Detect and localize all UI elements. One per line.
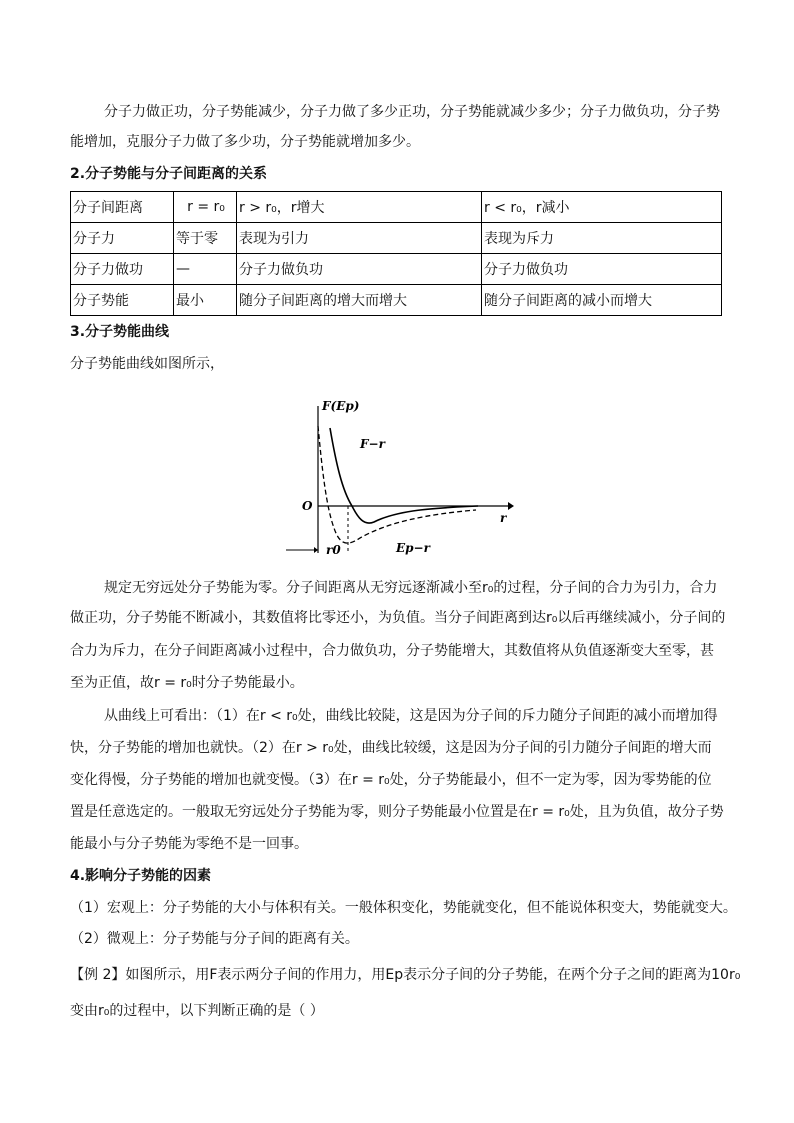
example-line-2: 变由r₀的过程中，以下判断正确的是（ ） [70, 1003, 324, 1019]
intro-line-2: 能增加，克服分子力做了多少功，分子势能就增加多少。 [70, 134, 420, 150]
y-axis-label: F(Ep) [322, 399, 360, 413]
para2-line-4: 置是任意选定的。一般取无穷远处分子势能为零，则分子势能最小位置是在r = r₀处，且为负值，故分子势 [70, 804, 724, 820]
relation-table [70, 191, 722, 316]
para1-line-1: 规定无穷远处分子势能为零。分子间距离从无穷远逐渐减小至r₀的过程，分子间的合力为引力，合力 [104, 580, 718, 596]
para2-line-3: 变化得慢，分子势能的增加也就变慢。（3）在r = r₀处，分子势能最小，但不一定为零，因为零势能的位 [70, 772, 712, 788]
table-cell: — [174, 254, 237, 285]
table-cell: 分子力 [71, 223, 174, 254]
table-cell: 分子势能 [71, 285, 174, 316]
para2-line-2: 快，分子势能的增加也就快。（2）在r > r₀处，曲线比较缓，这是因为分子间的引力随分子间距的增大而 [70, 740, 712, 756]
section-2-title: 2.分子势能与分子间距离的关系 [70, 166, 268, 182]
x-axis-arrow [508, 502, 514, 510]
table-cell: 分子力做功 [71, 254, 174, 285]
table-cell: r > r₀，r增大 [237, 192, 482, 223]
table-cell: 表现为引力 [237, 223, 482, 254]
r0-arrow-head [314, 547, 318, 553]
table-row [71, 254, 722, 285]
para1-line-2: 做正功，分子势能不断减小，其数值将比零还小，为负值。当分子间距离到达r₀以后再继续减小，分子间的 [70, 610, 726, 626]
para2-line-5: 能最小与分子势能为零绝不是一回事。 [70, 836, 308, 852]
section-4-item-2: （2）微观上：分子势能与分子间的距离有关。 [70, 931, 359, 947]
force-curve-label: F−r [360, 437, 385, 451]
table-row [71, 285, 722, 316]
potential-curve [318, 426, 476, 543]
table-cell: 分子力做负功 [482, 254, 722, 285]
para1-line-4: 至为正值，故r = r₀时分子势能最小。 [70, 675, 304, 691]
potential-energy-curve-figure [278, 388, 518, 568]
table-cell: r < r₀，r减小 [482, 192, 722, 223]
para1-line-3: 合力为斥力，在分子间距离减小过程中，合力做负功，分子势能增大，其数值将从负值逐渐变大至零，甚 [70, 643, 714, 659]
table-cell: 随分子间距离的减小而增大 [482, 285, 722, 316]
table-cell: 随分子间距离的增大而增大 [237, 285, 482, 316]
example-line-1: 【例 2】如图所示，用F表示两分子间的作用力，用Ep表示分子间的分子势能，在两个分子之间的距离为10r₀ [70, 967, 741, 983]
table-cell: 最小 [174, 285, 237, 316]
section-3-title: 3.分子势能曲线 [70, 324, 170, 340]
table-cell: 分子间距离 [71, 192, 174, 223]
table-row [71, 192, 722, 223]
table-row [71, 223, 722, 254]
table-cell: 等于零 [174, 223, 237, 254]
intro-line-1: 分子力做正功，分子势能减少，分子力做了多少正功，分子势能就减少多少；分子力做负功，分子势 [104, 104, 720, 120]
force-curve [330, 428, 478, 523]
origin-label: O [302, 499, 313, 513]
table-cell: 分子力做负功 [237, 254, 482, 285]
r0-label: r0 [326, 543, 341, 557]
table-cell: 表现为斥力 [482, 223, 722, 254]
section-4-title: 4.影响分子势能的因素 [70, 868, 212, 884]
x-axis-label: r [500, 511, 507, 525]
figure-caption: 分子势能曲线如图所示， [70, 356, 224, 372]
potential-curve-label: Ep−r [396, 541, 430, 555]
table-cell: r = r₀ [174, 192, 237, 223]
section-4-item-1: （1）宏观上：分子势能的大小与体积有关。一般体积变化，势能就变化，但不能说体积变大，势能就变大。 [70, 900, 737, 916]
para2-line-1: 从曲线上可看出：（1）在r < r₀处，曲线比较陡，这是因为分子间的斥力随分子间距的减小而增加得 [104, 708, 718, 724]
